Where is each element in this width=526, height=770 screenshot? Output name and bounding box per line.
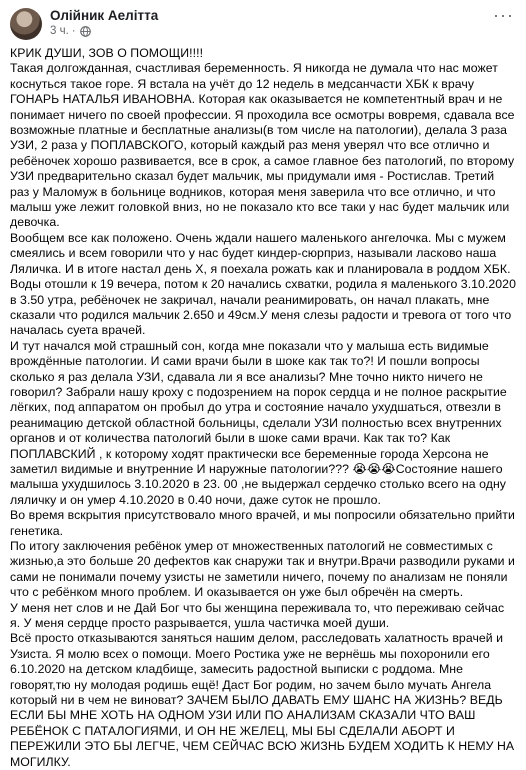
post-paragraph: У меня нет слов и не Дай Бог что бы женщина переживала то, что переживаю сейчас я. У меня сердце просто разрывается, ушла частичка моей души. — [10, 600, 505, 631]
more-options-icon[interactable]: ··· — [493, 5, 514, 25]
post-paragraph: Всё просто отказываются заняться нашим делом, расследовать халатность врачей и Узиста. Я молю всех о помощи. Моего Ростика уже не вернёшь мы похоронили его 6.10.2020 на детском кладбище, замесить радостной выписки с роддома. Мне говорят,тю ну молодая родишь ещё! Даст Бог родим, но зачем было мучать Ангела который ни в чем не виноват? ЗАЧЕМ БЫЛО ДАВАТЬ ЕМУ ШАНС НА ЖИЗНЬ? ВЕДЬ ЕСЛИ БЫ МНЕ ХОТЬ НА ОДНОМ УЗИ ИЛИ ПО АНАЛИЗАМ СКАЗАЛИ ЧТО ВАШ РЕБЁНОК С ПАТАЛОГИЯМИ, И ОН НЕ ЖЕЛЕЦ, МЫ БЫ СДЕЛАЛИ АБОРТ И ПЕРЕЖИЛИ ЭТО БЫ ЛЕГЧЕ, ЧЕМ СЕЙЧАС ВСЮ ЖИЗНЬ БУДЕМ ХОДИТЬ К НЕМУ НА МОГИЛКУ. — [10, 631, 515, 769]
meta-separator: · — [71, 25, 76, 37]
post-meta — [50, 24, 158, 39]
avatar[interactable] — [10, 8, 42, 40]
post-paragraph: По итогу заключения ребёнок умер от множественных патологий не совместимых с жизнью,а это больше 20 дефектов как снаружи так и внутри.Врачи разводили руками и сами не понимали почему узисты не заметили ничего, почему по анализам не поняли что с ребёнком много проблем. И оказывается он уже был обречён на смерть. — [10, 539, 515, 600]
post-body — [10, 46, 516, 770]
post-paragraph: Во время вскрытия присутствовало много врачей, и мы попросили обязательно прийти генетика. — [10, 508, 515, 538]
post-paragraph: И тут начался мой страшный сон, когда мне показали что у малыша есть видимые врождённые патологии. И сами врачи были в шоке как так то?! И пошли вопросы сколько я раз делала УЗИ, сдавала ли я все анализы? Мне точно никто ничего не говорил? Забрали нашу кроху с подозрением на порок сердца и не полное раскрытие лёгких, под аппаратом он пробыл до утра и состояние начало ухудшаться, отвезли в реанимацию детской областной больницы, сделали УЗИ полностью всех внутренних органов и от количества патологий были в шоке сами врачи. Как так то? Как ПОПЛАВСКИЙ , к которому ходят практически все беременные города Херсона не заметил видимые и внутренние И наружные патологии??? 😭😭😭Состояние нашего малыша ухудшилось 3.10.2020 в 23. 00 ,не выдержал сердечко столько всего на одну ляличку и он умер 4.10.2020 в 0.40 ночи, даже суток не прошло. — [10, 338, 507, 507]
author-block — [50, 6, 158, 39]
author-name[interactable]: Олійник Аелітта — [50, 8, 159, 23]
post-paragraph: КРИК ДУШИ, ЗОВ О ПОМОЩИ!!!! — [10, 46, 204, 60]
globe-icon[interactable] — [80, 26, 91, 37]
post-timestamp[interactable]: 3 ч. — [50, 25, 69, 37]
post-paragraph: Вообщем все как положено. Очень ждали нашего маленького ангелочка. Мы с мужем смеялись и всем говорили что у нас будет киндер-сюрприз, называли ласково наша Ляличка. И в итоге настал день Х, я поехала рожать как и планировала в роддом ХБК. Воды отошли к 19 вечера, потом к 20 начались схватки, родила я маленького 3.10.2020 в 3.50 утра, ребёночек не закричал, начали реанимировать, он начал плакать, мне сказали что родился мальчик 2.650 и 49см.У меня слезы радости и тревога от того что началась суета врачей. — [10, 230, 516, 338]
post-header — [10, 6, 516, 46]
post-paragraph: Такая долгожданная, счастливая беременность. Я никогда не думала что нас может коснуться такое горе. Я встала на учёт до 12 недель в медсанчасти ХБК к врачу ГОНАРЬ НАТАЛЬЯ ИВАНОВНА. Которая как оказывается не компетентный врач и не понимает ничего по своей профессии. Я проходила все осмотры вовремя, сдавала все возможные платные и бесплатные анализы(в том числе на патологии), делала 3 раза УЗИ, 2 раза у ПОПЛАВСКОГО, который каждый раз меня уверял что все отлично и ребёночек хорошо развивается, все в срок, а самое главное без патологий, по второму УЗИ предварительно сказал будет мальчик, мы придумали имя - Ростислав. Третий раз у Маломуж в больнице водников, которая меня заверила что все отлично, и что малыш уже лежит головкой вниз, но не показало кто все таки у нас будет мальчик или девочка. — [10, 61, 515, 230]
